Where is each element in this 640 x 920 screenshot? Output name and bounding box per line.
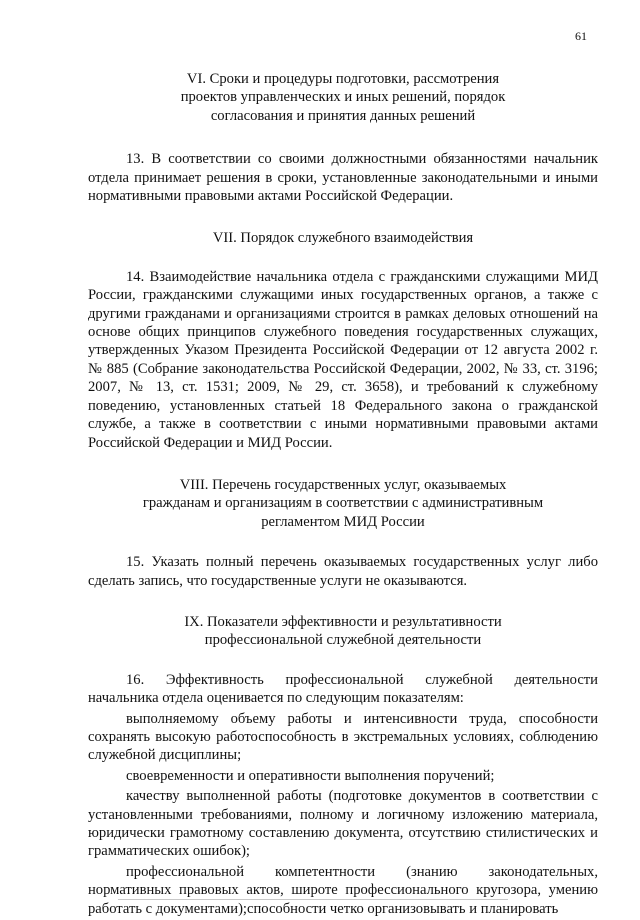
section-heading-viii (88, 476, 598, 531)
paragraph-14: 14. Взаимодействие начальника отдела с гражданскими служащими МИД России, гражданскими служащими иных государственных органов, а также с другими гражданами и организациями строится в рамках деловых отношений на основе общих принципов служебного поведения государственных служащих, утвержденных Указом Президента Российской Федерации от 12 августа 2002 г. № 885 (Собрание законодательства Российской Федерации, 2002, № 33, ст. 3196; 2007, № 13, ст. 1531; 2009, № 29, ст. 3658), и требований к служебному поведению, установленных статьей 18 Федерального закона о гражданской службе, а также в соответствии с иными нормативными правовыми актами Российской Федерации и МИД России. (88, 268, 598, 451)
heading-line: IX. Показатели эффективности и результативности (184, 613, 502, 630)
criterion-item: качеству выполненной работы (подготовке документов в соответствии с установленными требованиями, полному и логичному изложению материала, юридически грамотному составлению документа, отсутствию стилистических и грамматических ошибок); (88, 788, 598, 860)
section-heading-vii (88, 229, 598, 247)
heading-line: профессиональной служебной деятельности (204, 632, 482, 649)
scan-edge-line (118, 899, 508, 900)
heading-line: VII. Порядок служебного взаимодействия (212, 230, 474, 247)
criterion-item: профессиональной компетентности (знанию законодательных, нормативных правовых актов, широте профессионального кругозора, умению работать с документами);способности четко организовывать и планировать (88, 863, 598, 917)
page-number: 61 (575, 29, 587, 43)
heading-line: VI. Сроки и процедуры подготовки, рассмотрения (186, 71, 500, 87)
paragraph-15: 15. Указать полный перечень оказываемых государственных услуг либо сделать запись, что государственные услуги не оказываются. (88, 554, 598, 589)
criterion-item: выполняемому объему работы и интенсивности труда, способности сохранять высокую работоспособность в экстремальных условиях, соблюдению служебной дисциплины; (88, 710, 598, 764)
document-body (88, 70, 598, 920)
section-heading-vi (88, 70, 598, 125)
heading-line: согласования и принятия данных решений (210, 107, 476, 124)
paragraph-13: 13. В соответствии со своими должностными обязанностями начальник отдела принимает решения в сроки, установленные законодательными и иными нормативными правовыми актами Российской Федерации. (88, 151, 598, 205)
heading-line: VIII. Перечень государственных услуг, оказываемых (179, 476, 507, 493)
heading-line: проектов управленческих и иных решений, порядок (180, 89, 506, 106)
criterion-item: своевременности и оперативности выполнения поручений; (126, 767, 495, 784)
paragraph-16: 16. Эффективность профессиональной служебной деятельности начальника отдела оценивается по следующим показателям: (88, 671, 598, 707)
heading-line: гражданам и организациям в соответствии с административным (142, 495, 544, 512)
section-heading-ix (88, 613, 598, 650)
heading-line: регламентом МИД России (261, 513, 425, 530)
